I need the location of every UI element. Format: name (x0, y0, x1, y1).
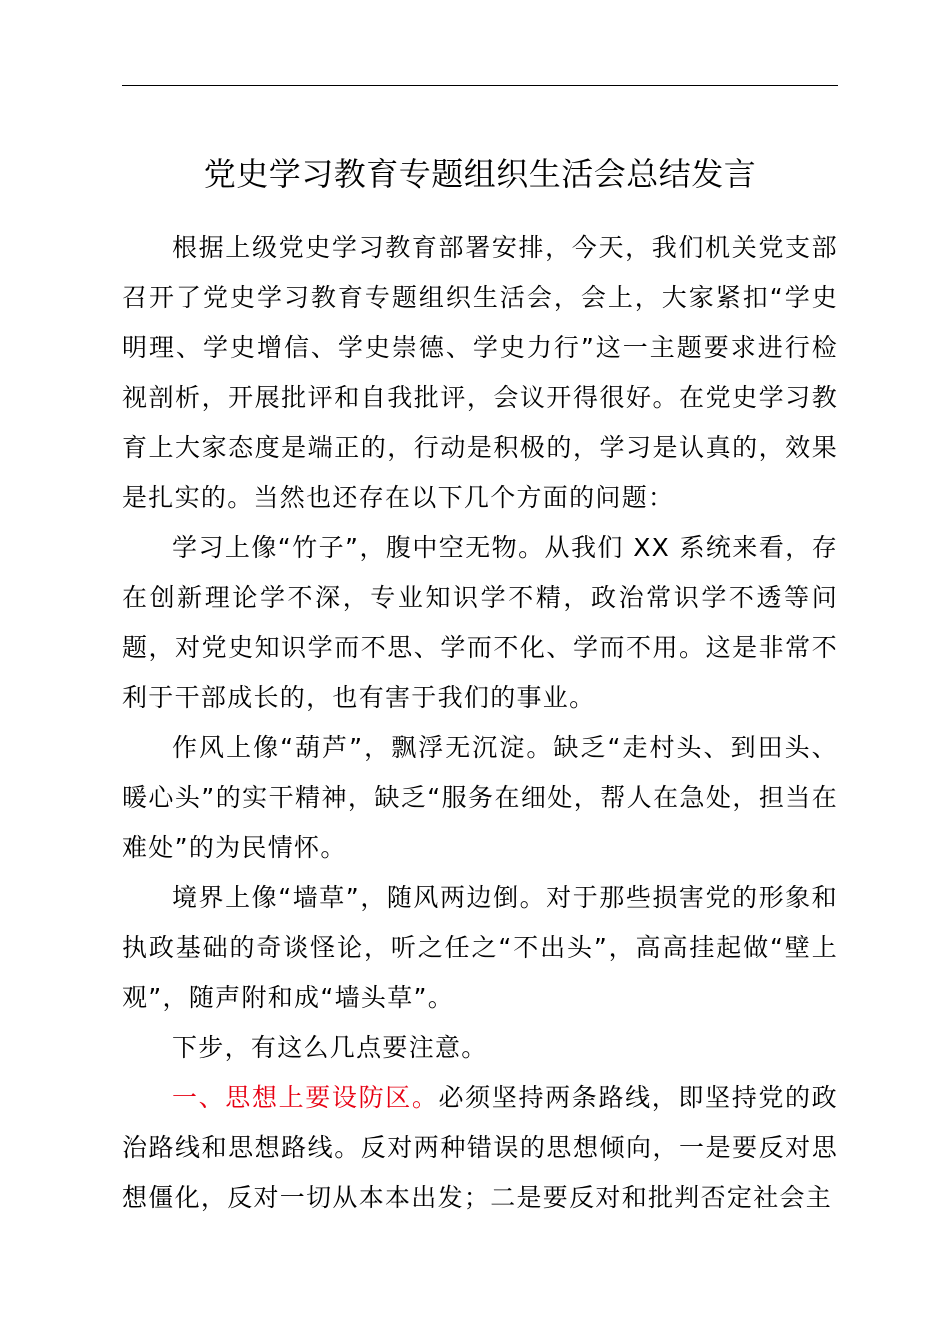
header-rule (122, 85, 838, 86)
paragraph-intro: 根据上级党史学习教育部署安排，今天，我们机关党支部召开了党史学习教育专题组织生活会，会上，大家紧扣“学史明理、学史增信、学史崇德、学史力行”这一主题要求进行检视剖析，开展批评和自我批评，会议开得很好。在党史学习教育上大家态度是端正的，行动是积极的，学习是认真的，效果是扎实的。当然也还存在以下几个方面的问题： (122, 233, 838, 512)
document-title: 党史学习教育专题组织生活会总结发言 (203, 155, 757, 193)
point-one-heading: 一、思想上要设防区。 (172, 1083, 439, 1112)
point-one-text: 必须坚持两条路线，即坚持党的政治路线和思想路线。反对两种错误的思想倾向，一是要反对思想僵化，反对一切从本本出发；二是要反对和批判否定社会主 (122, 1083, 838, 1212)
paragraph-realm-issue: 境界上像“墙草”，随风两边倒。对于那些损害党的形象和执政基础的奇谈怪论，听之任之“不出头”，高高挂起做“壁上观”，随声附和成“墙头草”。 (122, 883, 838, 1012)
paragraph-study-issue: 学习上像“竹子”，腹中空无物。从我们 XX 系统来看，存在创新理论学不深，专业知识学不精，政治常识学不透等问题，对党史知识学而不思、学而不化、学而不用。这是非常不利于干部成长的，也有害于我们的事业。 (122, 533, 838, 712)
document-body (122, 223, 838, 1223)
paragraph-point-one (122, 1073, 838, 1223)
paragraph-next-steps: 下步，有这么几点要注意。 (172, 1033, 488, 1062)
paragraph-style-issue: 作风上像“葫芦”，飘浮无沉淀。缺乏“走村头、到田头、暖心头”的实干精神，缺乏“服务在细处，帮人在急处，担当在难处”的为民情怀。 (122, 733, 838, 862)
